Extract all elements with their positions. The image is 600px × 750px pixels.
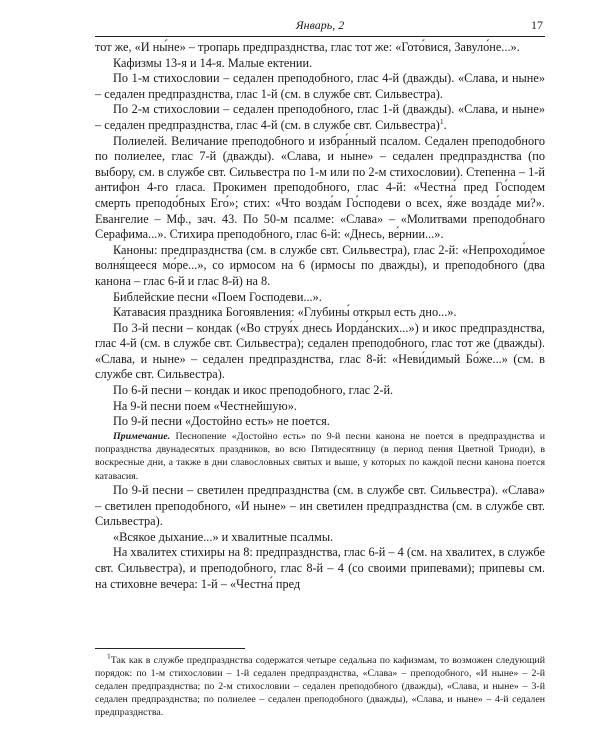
paragraph: На хвалитех стихиры на 8: предпразднства, глас 6-й – 4 (см. на хвалитех, в службе свт. Сильвестра), и преподобного, глас 8-й – 4 (со своими припевами); припевы см. на стиховне вечера: 1-й – «Честна́ пред bbox=[95, 545, 545, 591]
paragraph: По 1-м стихословии – седален преподобного, глас 4-й (дважды). «Слава, и ныне» – седален предпразднства, глас 1-й (см. в службе свт. Сильвестра). bbox=[95, 71, 545, 101]
main-text bbox=[95, 40, 545, 592]
footnote-text: Так как в службе предпразднства содержатся четыре седальна по кафизмам, то возможен следующий порядок: по 1-м стихословии – 1-й седален предпразднства, «Слава» – преподобного, «И ныне» – 2-й седален предпразднства; по 2-м стихословии – седален преподобного (дважды), «Слава, и ныне» – 3-й седален предпразднства; по полиелее – седален преподобного (дважды), «Слава, и ныне» – 4-й седален предпразднства. bbox=[95, 655, 545, 718]
paragraph: По 9-й песни – светилен предпразднства (см. в службе свт. Сильвестра). «Слава» – светилен преподобного, «И ныне» – ин светилен предпразднства (см. в службе свт. Сильвестра). bbox=[95, 483, 545, 529]
running-header bbox=[95, 16, 545, 37]
paragraph: Катавасия праздника Богоявления: «Глубины́ открыл есть дно...». bbox=[113, 305, 457, 320]
paragraph: тот же, «И ны́не» – тропарь предпразднства, глас тот же: «Гото́вися, Завуло́не...». bbox=[95, 40, 520, 54]
paragraph: По 2-м стихословии – седален преподобного, глас 1-й (дважды). «Слава, и ныне» – седален предпразднства, глас 4-й (см. в службе свт. Сильвестра)$^1$. bbox=[95, 102, 545, 132]
footnote-ref: 1 bbox=[439, 116, 444, 126]
footnote-marker: 1 bbox=[107, 651, 111, 661]
paragraph: «Всякое дыхание...» и хвалитные псалмы. bbox=[113, 529, 334, 544]
paragraph: На 9-й песни поем «Честнейшую». bbox=[113, 398, 297, 413]
note-paragraph bbox=[95, 430, 545, 483]
paragraph: По 6-й песни – кондак и икос преподобного, глас 2-й. bbox=[113, 383, 394, 398]
paragraph: Полиелей. Величание преподобного и избра́нный псалом. Седален преподобного по полиелее, глас 7-й (дважды). «Слава, и ныне» – седален предпразднства (по выбору, см. в службе свт. Сильвестра по 1-м или по 2-м стихословии). Степенна – 1-й антифон 4-го гласа. Прокимен преподобного, глас 4-й: «Честна́ пред Го́сподем смерть преподо́бных Его́»; стих: «Что возда́м Го́сподеви о всех, я́же возда́де ми?». Евангелие – Мф., зач. 43. По 50-м псалме: «Слава» – «Молитвами преподобнаго Серафима...». Стихира преподобного, глас 6-й: «Днесь, ве́рнии...». bbox=[95, 133, 545, 242]
footnote-divider bbox=[95, 648, 245, 649]
paragraph: Кафизмы 13-я и 14-я. Малые ектении. bbox=[113, 55, 313, 70]
footnote bbox=[95, 651, 545, 719]
paragraph: Библейские песни «Поем Господеви...». bbox=[113, 289, 322, 304]
paragraph: По 9-й песни «Достойно есть» не поется. bbox=[113, 414, 330, 429]
page-number: 17 bbox=[531, 18, 543, 32]
paragraph-text: По 2-м стихословии – седален преподобного, глас 1-й (дважды). «Слава, и ныне» – седален предпразднства, глас 4-й (см. в службе свт. Сильвестра) bbox=[95, 102, 545, 132]
running-title: Январь, 2 bbox=[295, 18, 345, 32]
paragraph: По 3-й песни – кондак («Во струя́х днесь Иорда́нских...») и икос предпразднства, глас 4-й (см. в службе свт. Сильвестра); седален преподобного, глас тот же (дважды). «Слава, и ныне» – седален предпразднства, глас 8-й: «Неви́димый Бо́же...» (см. в службе свт. Сильвестра). bbox=[95, 320, 545, 382]
note-text: Песнопение «Достойно есть» по 9-й песни канона не поется в предпразднства и попразднства двунадесятых праздников, во всю Пятидесятницу (в период пения Цветной Триоди), в воскресные дни, а также в дни славословных святых и выше, у которых по каждой песни канона поется катавасия. bbox=[95, 430, 545, 482]
paragraph: Каноны: предпразднства (см. в службе свт. Сильвестра), глас 2-й: «Непроходи́мое волня́щееся мо́ре...», со ирмосом на 6 (ирмосы по дважды), и преподобного (два канона – глас 6-й и глас 8-й) на 8. bbox=[95, 242, 545, 288]
note-label: Примечание. bbox=[113, 430, 171, 442]
